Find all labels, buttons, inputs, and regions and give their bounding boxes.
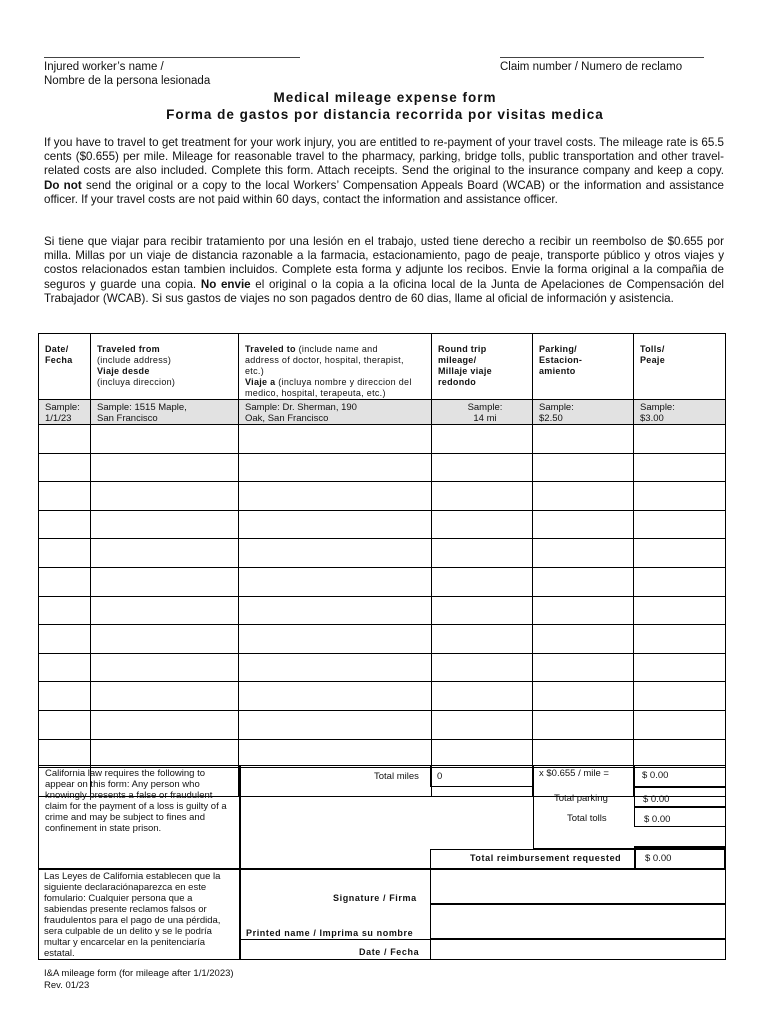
sample-row bbox=[39, 400, 726, 425]
sample-date: Sample: 1/1/23 bbox=[39, 400, 91, 425]
date-cell[interactable] bbox=[39, 482, 91, 511]
printed-name-field[interactable] bbox=[430, 904, 726, 939]
to-cell[interactable] bbox=[239, 653, 432, 682]
from-cell[interactable] bbox=[91, 453, 239, 482]
tolls-cell[interactable] bbox=[634, 682, 726, 711]
tolls-cell[interactable] bbox=[634, 510, 726, 539]
parking-cell[interactable] bbox=[533, 739, 634, 768]
to-cell[interactable] bbox=[239, 539, 432, 568]
claim-number-line[interactable] bbox=[500, 57, 704, 58]
signature-label: Signature / Firma bbox=[333, 893, 417, 903]
tolls-cell[interactable] bbox=[634, 739, 726, 768]
from-cell[interactable] bbox=[91, 596, 239, 625]
from-cell[interactable] bbox=[91, 710, 239, 739]
date-cell[interactable] bbox=[39, 653, 91, 682]
table-row bbox=[39, 425, 726, 454]
form-title-en: Medical mileage expense form bbox=[273, 90, 497, 105]
tolls-cell[interactable] bbox=[634, 425, 726, 454]
table-row bbox=[39, 653, 726, 682]
parking-cell[interactable] bbox=[533, 482, 634, 511]
mileage-table bbox=[38, 333, 726, 797]
to-cell[interactable] bbox=[239, 482, 432, 511]
mileage-cell[interactable] bbox=[432, 425, 533, 454]
legal-notice-en: California law requires the following to appear on this form: Any person who knowingly presents a false or fraudulent claim for the payment of a loss is guilty of a crime and may be subject to fines and confinement in state prison. bbox=[45, 768, 227, 834]
table-row bbox=[39, 596, 726, 625]
date-cell[interactable] bbox=[39, 510, 91, 539]
intro-spanish: Si tiene que viajar para recibir tratamiento por una lesión en el trabajo, usted tiene derecho a recibir un reembolso de $0.655 por milla. Millas por un viaje de distancia razonable a la farmacia, estacionamiento, pago de peaje, transporte público y otros viajes y costos relacionados estan tambien incluidos. Complete esta forma y adjunte los recibos. Envie la forma original a la compañia de seguros y guarde una copia. No envie el original o la copia a la oficina local de la Junta de Apelaciones de Compensación del Trabajador (WCAB). Si sus gastos de viajes no son pagados dentro de 60 dias, llame al oficial de información y asistencia. bbox=[44, 235, 724, 305]
round-trip-header: Round trip mileage/ Millaje viaje redondo bbox=[432, 334, 533, 400]
tolls-label: Total tolls bbox=[567, 813, 607, 824]
parking-cell[interactable] bbox=[533, 682, 634, 711]
to-cell[interactable] bbox=[239, 567, 432, 596]
date-cell[interactable] bbox=[39, 453, 91, 482]
date-label: Date / Fecha bbox=[359, 947, 420, 957]
table-row bbox=[39, 625, 726, 654]
to-cell[interactable] bbox=[239, 710, 432, 739]
footer bbox=[44, 968, 234, 991]
table-row bbox=[39, 510, 726, 539]
from-cell[interactable] bbox=[91, 682, 239, 711]
table-row bbox=[39, 710, 726, 739]
from-cell[interactable] bbox=[91, 539, 239, 568]
to-cell[interactable] bbox=[239, 739, 432, 768]
signature-divider bbox=[240, 939, 430, 940]
tolls-cell[interactable] bbox=[634, 625, 726, 654]
sample-to: Sample: Dr. Sherman, 190 Oak, San Francisco bbox=[239, 400, 432, 425]
parking-cell[interactable] bbox=[533, 710, 634, 739]
mileage-cell[interactable] bbox=[432, 539, 533, 568]
to-cell[interactable] bbox=[239, 682, 432, 711]
tolls-amount: $ 0.00 bbox=[644, 814, 671, 825]
mileage-cell[interactable] bbox=[432, 453, 533, 482]
reimbursement-label: Total reimbursement requested bbox=[470, 853, 622, 863]
sample-parking: Sample: $2.50 bbox=[533, 400, 634, 425]
total-miles-label: Total miles bbox=[374, 771, 419, 782]
date-cell[interactable] bbox=[39, 425, 91, 454]
footer-form-name: I&A mileage form (for mileage after 1/1/2023) bbox=[44, 968, 234, 979]
from-cell[interactable] bbox=[91, 567, 239, 596]
signature-field[interactable] bbox=[430, 869, 726, 904]
table-row bbox=[39, 482, 726, 511]
rate-label: x $0.655 / mile = bbox=[539, 768, 609, 779]
mileage-cell[interactable] bbox=[432, 482, 533, 511]
parking-header: Parking/ Estacion- amiento bbox=[533, 334, 634, 400]
to-cell[interactable] bbox=[239, 510, 432, 539]
table-row bbox=[39, 682, 726, 711]
footer-revision: Rev. 01/23 bbox=[44, 980, 90, 991]
parking-cell[interactable] bbox=[533, 625, 634, 654]
legal-notice-es: Las Leyes de California establecen que la siguiente declaraciónaparezca en este fomulario: Cualquier persona que a sabiendas presente reclamos falsos or fraudulentos para el pago de una pérdida, sera culpable de un delito y se le podría multar y encarcelar en la penitenciaría estatal. bbox=[44, 871, 221, 959]
parking-cell[interactable] bbox=[533, 510, 634, 539]
mileage-cell[interactable] bbox=[432, 653, 533, 682]
parking-label: Total parking bbox=[554, 793, 608, 804]
parking-cell[interactable] bbox=[533, 596, 634, 625]
table-row bbox=[39, 539, 726, 568]
reimbursement-amount: $ 0.00 bbox=[645, 853, 672, 864]
tolls-cell[interactable] bbox=[634, 710, 726, 739]
to-cell[interactable] bbox=[239, 453, 432, 482]
mileage-cell[interactable] bbox=[432, 710, 533, 739]
date-cell[interactable] bbox=[39, 567, 91, 596]
tolls-cell[interactable] bbox=[634, 596, 726, 625]
mileage-cell[interactable] bbox=[432, 510, 533, 539]
parking-cell[interactable] bbox=[533, 425, 634, 454]
date-cell[interactable] bbox=[39, 596, 91, 625]
table-row bbox=[39, 739, 726, 768]
form-title-es: Forma de gastos por distancia recorrida por visitas medica bbox=[166, 107, 604, 122]
parking-amount: $ 0.00 bbox=[643, 794, 670, 805]
date-cell[interactable] bbox=[39, 710, 91, 739]
table-row bbox=[39, 567, 726, 596]
printed-name-label: Printed name / Imprima su nombre bbox=[246, 928, 414, 938]
parking-cell[interactable] bbox=[533, 567, 634, 596]
total-miles-value: 0 bbox=[437, 771, 443, 782]
date-cell[interactable] bbox=[39, 682, 91, 711]
date-cell[interactable] bbox=[39, 739, 91, 768]
date-field[interactable] bbox=[430, 939, 726, 960]
tolls-cell[interactable] bbox=[634, 482, 726, 511]
mileage-amount: $ 0.00 bbox=[642, 770, 669, 781]
intro-english: If you have to travel to get treatment for your work injury, you are entitled to re-payment of your travel costs. The mileage rate is 65.5 cents ($0.655) per mile. Mileage for reasonable travel to the pharmacy, parking, bridge tolls, public transportation and other travel-related costs are also included. Complete this form. Attach receipts. Send the original to the insurance company and keep a copy. Do not send the original or a copy to the local Workers’ Compensation Appeals Board (WCAB) or the information and assistance officer. If your travel costs are not paid within 60 days, contact the information and assistance officer. bbox=[44, 136, 725, 206]
from-cell[interactable] bbox=[91, 425, 239, 454]
to-cell[interactable] bbox=[239, 625, 432, 654]
from-cell[interactable] bbox=[91, 653, 239, 682]
sample-tolls: Sample: $3.00 bbox=[634, 400, 726, 425]
date-cell[interactable] bbox=[39, 625, 91, 654]
from-cell[interactable] bbox=[91, 739, 239, 768]
parking-cell[interactable] bbox=[533, 453, 634, 482]
traveled-from-header: Traveled from (include address) Viaje desde (incluya direccion) bbox=[91, 334, 239, 400]
parking-cell[interactable] bbox=[533, 539, 634, 568]
tolls-cell[interactable] bbox=[634, 453, 726, 482]
to-cell[interactable] bbox=[239, 596, 432, 625]
from-cell[interactable] bbox=[91, 625, 239, 654]
table-header-row bbox=[39, 334, 726, 400]
mileage-cell[interactable] bbox=[432, 596, 533, 625]
total-miles-field[interactable] bbox=[430, 765, 533, 787]
from-cell[interactable] bbox=[91, 510, 239, 539]
mileage-cell[interactable] bbox=[432, 567, 533, 596]
claim-number-label: Claim number / Numero de reclamo bbox=[500, 61, 683, 73]
sample-from: Sample: 1515 Maple, San Francisco bbox=[91, 400, 239, 425]
mileage-cell[interactable] bbox=[432, 625, 533, 654]
table-row bbox=[39, 453, 726, 482]
worker-name-line[interactable] bbox=[44, 57, 300, 58]
tolls-cell[interactable] bbox=[634, 653, 726, 682]
sample-mileage: Sample: 14 mi bbox=[432, 400, 533, 425]
worker-name-label: Injured worker’s name / Nombre de la persona lesionada bbox=[44, 61, 211, 87]
traveled-to-header: Traveled to (include name and address of doctor, hospital, therapist, etc.) Viaje a (incluya nombre y direccion del medico, hospital, terapeuta, etc.) bbox=[239, 334, 432, 400]
mileage-cell[interactable] bbox=[432, 739, 533, 768]
from-cell[interactable] bbox=[91, 482, 239, 511]
tolls-cell[interactable] bbox=[634, 567, 726, 596]
date-cell[interactable] bbox=[39, 539, 91, 568]
date-header: Date/ Fecha bbox=[39, 334, 91, 400]
tolls-header: Tolls/ Peaje bbox=[634, 334, 726, 400]
tolls-cell[interactable] bbox=[634, 539, 726, 568]
parking-cell[interactable] bbox=[533, 653, 634, 682]
mileage-cell[interactable] bbox=[432, 682, 533, 711]
to-cell[interactable] bbox=[239, 425, 432, 454]
